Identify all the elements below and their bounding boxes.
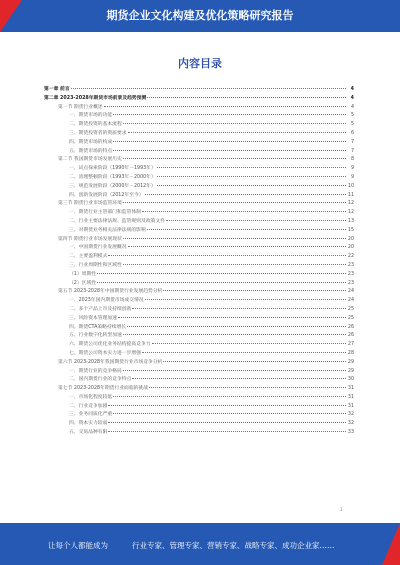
toc-entry-label: 七、期货公司资本实力进一步增强 (69, 350, 141, 356)
toc-leader-dots (145, 194, 346, 195)
toc-leader-dots (123, 370, 346, 371)
toc-entry-page: 8 (350, 157, 354, 163)
toc-entry-page: 10 (347, 183, 354, 189)
toc-entry-label: 二、主要盈利模式 (69, 254, 108, 260)
toc-entry-page: 32 (347, 421, 354, 427)
toc-entry[interactable] (44, 368, 354, 377)
toc-entry-page: 12 (347, 201, 354, 207)
toc-leader-dots (123, 202, 346, 203)
toc-leader-dots (123, 123, 346, 124)
toc-entry[interactable] (44, 280, 354, 289)
toc-entry-label: 四、创新发展阶段（2012年至今） (69, 192, 144, 198)
toc-entry-page: 26 (347, 333, 354, 339)
toc-entry-label: 一、期货行业的竞争格局 (69, 368, 122, 374)
toc-entry-page: 29 (347, 359, 354, 365)
toc-entry-page: 7 (350, 139, 354, 145)
toc-leader-dots (97, 273, 346, 274)
toc-entry-page: 23 (347, 262, 354, 268)
toc-entry-page: 25 (347, 315, 354, 321)
toc-entry[interactable] (44, 165, 354, 174)
toc-entry-page: 5 (350, 122, 354, 128)
toc-entry-page: 23 (347, 280, 354, 286)
toc-entry-label: 四、期货CTA策略持续增长 (69, 324, 127, 330)
toc-entry-page: 4 (350, 87, 354, 92)
toc-entry-label: 二、清理整顿阶段（1993年－2000年） (69, 174, 156, 180)
toc-leader-dots (108, 431, 346, 432)
toc-entry[interactable] (44, 429, 354, 438)
toc-entry-label: 一、期货市场的功能 (69, 113, 113, 119)
toc-entry[interactable] (44, 420, 354, 429)
toc-entry-label: 一、中国期货行业发展概况 (69, 245, 127, 251)
toc-entry-label: 二、行业竞争加剧 (69, 403, 108, 409)
toc-leader-dots (113, 114, 346, 115)
toc-entry-label: （2）区域性 (69, 280, 97, 286)
toc-entry[interactable] (44, 411, 354, 420)
toc-entry[interactable] (44, 183, 354, 192)
toc-leader-dots (108, 255, 346, 256)
toc-leader-dots (108, 405, 346, 406)
toc-leader-dots (118, 317, 346, 318)
toc-entry-label: 四、资本实力较弱 (69, 421, 108, 427)
toc-entry-page: 28 (347, 350, 354, 356)
toc-entry-page: 31 (347, 403, 354, 409)
toc-entry[interactable] (44, 394, 354, 403)
toc-leader-dots (123, 158, 346, 159)
toc-entry[interactable] (44, 271, 354, 280)
toc-entry-page: 20 (347, 236, 354, 242)
toc-entry-label: 第二章 2023-2028年期货市场前景及趋势预测 (44, 95, 147, 101)
toc-entry[interactable] (44, 174, 354, 183)
toc-entry[interactable] (44, 218, 354, 227)
toc-entry-label: 一、期货行业主管部门和监管体制 (69, 210, 141, 216)
toc-entry[interactable] (44, 236, 354, 245)
toc-entry-page: 9 (350, 166, 354, 172)
toc-entry[interactable] (44, 121, 354, 130)
toc-entry-page: 26 (347, 324, 354, 330)
toc-entry[interactable] (44, 209, 354, 218)
toc-leader-dots (104, 106, 346, 107)
toc-entry-label: 第三节 期货行业市场监管环境 (58, 201, 122, 207)
report-title: 期货企业文化构建及优化策略研究报告 (106, 9, 294, 22)
toc-leader-dots (108, 422, 346, 423)
toc-entry[interactable] (44, 385, 354, 394)
toc-entry-label: 三、风险资本管理加速 (69, 315, 117, 321)
toc-entry-label: （1）周期性 (69, 271, 97, 277)
toc-entry[interactable] (44, 262, 354, 271)
toc-leader-dots (157, 176, 346, 177)
toc-leader-dots (163, 290, 346, 291)
toc-entry-page: 29 (347, 368, 354, 374)
toc-entry-page: 33 (347, 430, 354, 436)
toc-leader-dots (113, 396, 346, 397)
toc-entry[interactable] (44, 315, 354, 324)
toc-entry-page: 25 (347, 306, 354, 312)
toc-entry-label: 三、期货投资者的资质要求 (69, 130, 127, 136)
toc-entry-label: 二、多个产品上市及持续创新 (69, 306, 132, 312)
toc-entry-page: 5 (350, 113, 354, 119)
toc-entry-label: 三、业务同质化严重 (69, 412, 113, 418)
table-of-contents (44, 86, 354, 438)
toc-entry-label: 第六节 2023-2028年我国期货行业市场竞争分析 (58, 359, 163, 365)
toc-leader-dots (127, 326, 346, 327)
toc-entry-page: 12 (347, 210, 354, 216)
toc-leader-dots (71, 88, 346, 89)
toc-leader-dots (132, 308, 346, 309)
toc-entry-label: 二、国内期货行业的竞争特点 (69, 377, 132, 383)
toc-entry[interactable] (44, 227, 354, 236)
toc-entry[interactable] (44, 341, 354, 350)
toc-entry[interactable] (44, 324, 354, 333)
toc-entry[interactable] (44, 95, 354, 104)
toc-leader-dots (128, 132, 346, 133)
toc-entry-page: 32 (347, 412, 354, 418)
toc-entry-page: 23 (347, 271, 354, 277)
toc-entry[interactable] (44, 86, 354, 95)
toc-entry-label: 五、交易品种有限 (69, 430, 108, 436)
toc-entry-page: 22 (347, 254, 354, 260)
toc-entry[interactable] (44, 112, 354, 121)
toc-entry[interactable] (44, 359, 354, 368)
toc-leader-dots (142, 211, 346, 212)
toc-entry-label: 六、期货公司优化业务结构提高竞争力 (69, 342, 151, 348)
toc-entry-label: 第二节 我国期货市场发展历史 (58, 157, 122, 163)
toc-entry-label: 第一节 期货行业概述 (58, 104, 103, 110)
toc-leader-dots (113, 150, 346, 151)
toc-entry-label: 五、行业数字化转型加速 (69, 333, 122, 339)
toc-entry-page: 15 (347, 227, 354, 233)
toc-leader-dots (157, 185, 346, 186)
toc-leader-dots (123, 264, 346, 265)
toc-entry-page: 24 (347, 298, 354, 304)
toc-entry[interactable] (44, 104, 354, 113)
toc-entry-page: 27 (347, 342, 354, 348)
toc-leader-dots (157, 167, 346, 168)
toc-entry-label: 第五节 2023-2028年中国期货行业发展趋势分析 (58, 289, 163, 295)
toc-entry-page: 13 (347, 218, 354, 224)
footer-roles: 行业专家、管理专家、营销专家、战略专家、成功企业家…… (132, 541, 335, 550)
toc-entry-label: 二、期货投资的基本流程 (69, 122, 122, 128)
toc-entry-label: 一、2023年国内期货市场成交情况 (69, 298, 144, 304)
toc-leader-dots (147, 229, 346, 230)
toc-leader-dots (149, 387, 346, 388)
footer-slogan: 让每个人都能成为 (48, 541, 108, 550)
toc-leader-dots (147, 97, 346, 98)
toc-entry[interactable] (44, 288, 354, 297)
toc-entry[interactable] (44, 376, 354, 385)
toc-entry[interactable] (44, 297, 354, 306)
toc-entry-page: 31 (347, 386, 354, 392)
toc-entry-label: 四、期货市场的构成 (69, 139, 113, 145)
toc-entry[interactable] (44, 200, 354, 209)
toc-entry-page: 6 (350, 130, 354, 136)
toc-entry-page: 4 (350, 104, 354, 110)
toc-entry-label: 三、规范发展阶段（2000年－2012年） (69, 183, 156, 189)
toc-entry[interactable] (44, 350, 354, 359)
toc-leader-dots (166, 220, 346, 221)
toc-entry-page: 9 (350, 174, 354, 180)
toc-entry[interactable] (44, 403, 354, 412)
toc-entry-label: 第一章 前言 (44, 87, 70, 92)
toc-entry[interactable] (44, 148, 354, 157)
toc-leader-dots (113, 141, 346, 142)
toc-entry-label: 三、对期货业务相关法律法规的影响 (69, 227, 146, 233)
toc-leader-dots (152, 343, 346, 344)
toc-entry-label: 一、试点探索阶段（1990年－1993年） (69, 166, 156, 172)
toc-entry-label: 第七节 2023-2028年期货行业面临的挑战 (58, 386, 149, 392)
toc-entry[interactable] (44, 130, 354, 139)
toc-leader-dots (132, 378, 346, 379)
toc-title: 内容目录 (178, 57, 222, 70)
toc-leader-dots (123, 238, 346, 239)
toc-entry-page: 7 (350, 148, 354, 154)
toc-entry[interactable] (44, 253, 354, 262)
toc-entry[interactable] (44, 244, 354, 253)
toc-leader-dots (113, 413, 346, 414)
page-number: 1 (340, 507, 343, 512)
toc-leader-dots (163, 361, 346, 362)
toc-leader-dots (145, 299, 346, 300)
toc-entry[interactable] (44, 332, 354, 341)
toc-entry-label: 一、市场化程度较低 (69, 394, 113, 400)
toc-entry-page: 24 (347, 289, 354, 295)
toc-entry-page: 31 (347, 394, 354, 400)
toc-entry[interactable] (44, 306, 354, 315)
toc-leader-dots (97, 282, 346, 283)
toc-entry-page: 20 (347, 245, 354, 251)
toc-entry-label: 五、期货市场的特点 (69, 148, 113, 154)
toc-entry[interactable] (44, 139, 354, 148)
toc-entry-page: 11 (347, 192, 354, 198)
toc-entry-label: 二、行业主要法律法规、监管规则及政策文件 (69, 218, 165, 224)
toc-entry-page: 4 (350, 95, 354, 101)
toc-entry[interactable] (44, 192, 354, 201)
toc-leader-dots (123, 334, 346, 335)
toc-entry-page: 30 (347, 377, 354, 383)
toc-entry-label: 三、行业周期性和区域性 (69, 262, 122, 268)
toc-entry[interactable] (44, 156, 354, 165)
toc-leader-dots (142, 352, 346, 353)
toc-entry-label: 第四节 期货行业市场发展现状 (58, 236, 122, 242)
toc-leader-dots (128, 246, 346, 247)
footer-accent (382, 523, 400, 565)
